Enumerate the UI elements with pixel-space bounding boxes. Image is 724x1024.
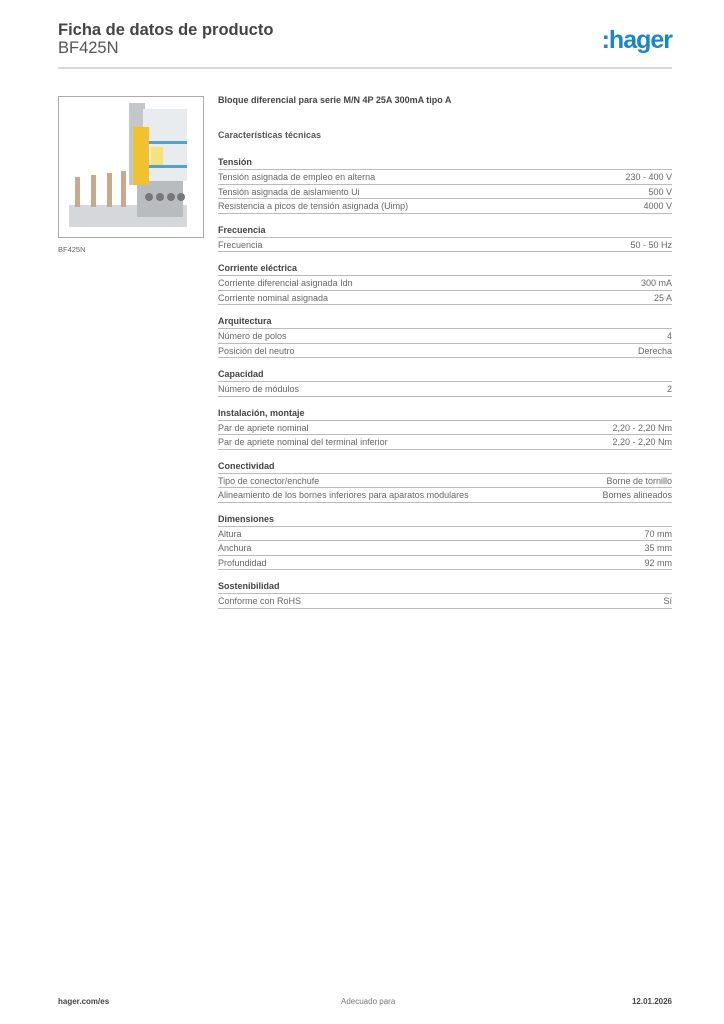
- spec-row: [218, 291, 672, 306]
- spec-value: 92 mm: [644, 557, 672, 568]
- section-header: Arquitectura: [218, 314, 672, 329]
- spec-label: Posición del neutro: [218, 345, 295, 356]
- hager-logo: :hager: [601, 26, 672, 54]
- spec-section: [218, 579, 672, 609]
- footer-suitable: Adecuado para: [341, 997, 396, 1006]
- spec-row: [218, 421, 672, 436]
- product-title: Bloque diferencial para serie M/N 4P 25A 300mA tipo A: [218, 95, 452, 105]
- spec-value: 2,20 - 2,20 Nm: [612, 437, 672, 447]
- spec-row: [218, 238, 672, 253]
- spec-value: 300 mA: [640, 278, 672, 288]
- spec-value: Sí: [663, 596, 672, 606]
- spec-value: 230 - 400 V: [625, 172, 672, 182]
- spec-row: [218, 276, 672, 291]
- product-illustration-icon: [59, 97, 203, 237]
- section-header: Capacidad: [218, 367, 672, 382]
- specs-column: [218, 95, 672, 618]
- spec-value: 4: [666, 331, 672, 341]
- header-divider: [58, 67, 672, 69]
- spec-label: Altura: [218, 528, 242, 539]
- spec-row: [218, 329, 672, 344]
- spec-row: [218, 185, 672, 200]
- spec-label: Número de polos: [218, 331, 287, 341]
- spec-section: [218, 223, 672, 253]
- spec-value: 4000 V: [643, 201, 672, 211]
- spec-label: Anchura: [218, 543, 252, 553]
- spec-row: [218, 474, 672, 489]
- spec-value: 70 mm: [644, 528, 672, 539]
- spec-row: [218, 170, 672, 185]
- spec-section: [218, 261, 672, 305]
- spec-value: 35 mm: [644, 543, 672, 553]
- spec-label: Tipo de conector/enchufe: [218, 475, 320, 486]
- spec-row: [218, 199, 672, 214]
- footer-website: hager.com/es: [58, 997, 110, 1006]
- spec-row: [218, 435, 672, 450]
- spec-label: Corriente nominal asignada: [218, 292, 329, 303]
- spec-label: Tensión asignada de empleo en alterna: [218, 172, 376, 182]
- spec-row: [218, 344, 672, 359]
- section-header: Corriente eléctrica: [218, 261, 672, 276]
- section-header: Frecuencia: [218, 223, 672, 238]
- spec-label: Frecuencia: [218, 239, 263, 250]
- spec-value: 50 - 50 Hz: [630, 239, 672, 250]
- spec-label: Resistencia a picos de tensión asignada (Uimp): [218, 201, 409, 211]
- spec-value: Derecha: [637, 345, 672, 356]
- spec-section: [218, 406, 672, 450]
- spec-value: 2: [666, 384, 672, 394]
- spec-value: 25 A: [653, 292, 672, 303]
- spec-label: Tensión asignada de aislamiento Ui: [218, 186, 360, 197]
- spec-section: [218, 367, 672, 397]
- section-header: Sostenibilidad: [218, 579, 672, 594]
- spec-section: [218, 459, 672, 503]
- spec-label: Par de apriete nominal: [218, 422, 309, 433]
- section-header: Conectividad: [218, 459, 672, 474]
- spec-section: [218, 155, 672, 214]
- spec-value: 500 V: [648, 186, 672, 197]
- spec-row: [218, 556, 672, 571]
- spec-sections: [218, 155, 672, 609]
- image-caption: BF425N: [58, 245, 86, 254]
- spec-label: Alineamiento de los bornes inferiores para aparatos modulares: [218, 490, 469, 500]
- spec-row: [218, 527, 672, 542]
- spec-section: [218, 512, 672, 571]
- spec-row: [218, 382, 672, 397]
- footer-date: 12.01.2026: [631, 997, 672, 1006]
- spec-row: [218, 541, 672, 556]
- product-image: [58, 96, 204, 238]
- section-header: Instalación, montaje: [218, 406, 672, 421]
- spec-value: Bornes alineados: [602, 490, 672, 500]
- spec-row: [218, 594, 672, 609]
- page-title: Ficha de datos de producto: [58, 21, 274, 39]
- spec-label: Conforme con RoHS: [218, 596, 302, 606]
- spec-value: 2,20 - 2,20 Nm: [612, 422, 672, 433]
- spec-label: Profundidad: [218, 557, 267, 568]
- section-header: Dimensiones: [218, 512, 672, 527]
- specs-heading: Características técnicas: [218, 130, 322, 140]
- spec-label: Número de módulos: [218, 384, 300, 394]
- section-header: Tensión: [218, 155, 672, 170]
- product-code: BF425N: [58, 39, 119, 57]
- spec-section: [218, 314, 672, 358]
- spec-row: [218, 488, 672, 503]
- spec-label: Par de apriete nominal del terminal inferior: [218, 437, 388, 447]
- spec-label: Corriente diferencial asignada Idn: [218, 278, 353, 288]
- spec-value: Borne de tornillo: [606, 475, 672, 486]
